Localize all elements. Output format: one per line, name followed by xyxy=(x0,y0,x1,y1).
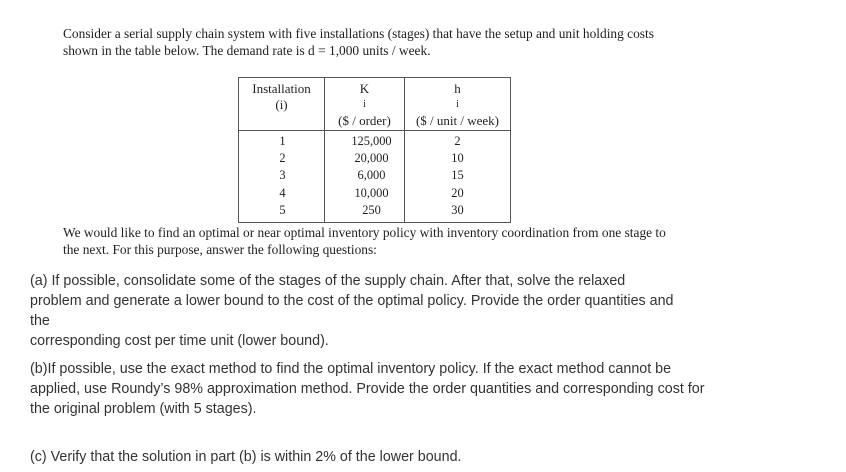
table-cell: 15 xyxy=(451,168,464,183)
table-cell: 20 xyxy=(451,185,464,200)
holding-symbol: h xyxy=(454,81,461,96)
question-c-line: (c) Verify that the solution in part (b) is within 2% of the lower bound. xyxy=(30,449,462,465)
table-body-row xyxy=(239,131,511,223)
header-installation xyxy=(239,78,325,131)
table-cell: 4 xyxy=(279,185,286,200)
header-holding-unit: ($ / unit / week) xyxy=(415,113,500,128)
question-c xyxy=(30,447,790,467)
table-cell: 5 xyxy=(279,202,286,217)
question-a-line-4: corresponding cost per time unit (lower bound). xyxy=(30,333,329,349)
table-cell: 2 xyxy=(454,134,461,148)
setup-symbol: K xyxy=(359,81,370,96)
para2-line-1: We would like to find an optimal or near optimal inventory policy with inventory coordination from one stage to xyxy=(63,225,666,240)
header-setup-cost xyxy=(325,78,405,131)
setup-cost-column xyxy=(325,131,405,223)
question-a-line-1: (a) If possible, consolidate some of the stages of the supply chain. After that, solve the relaxed xyxy=(30,273,626,289)
question-b xyxy=(30,359,790,419)
table-cell: 2 xyxy=(279,151,286,166)
installation-column xyxy=(239,131,325,223)
header-installation-label: Installation xyxy=(252,81,311,96)
holding-index: i xyxy=(456,99,459,110)
question-a-line-2: problem and generate a lower bound to the cost of the optimal policy. Provide the order quantities and xyxy=(30,293,674,309)
table-header-row xyxy=(239,78,511,131)
intro-line-2: shown in the table below. The demand rate is d = 1,000 units / week. xyxy=(63,43,431,58)
question-b-line-3: the original problem (with 5 stages). xyxy=(30,401,257,417)
table-cell: 1 xyxy=(279,134,286,148)
para2-line-2: the next. For this purpose, answer the following questions: xyxy=(63,242,377,257)
cost-table xyxy=(238,77,511,223)
question-b-line-2: applied, use Roundy’s 98% approximation method. Provide the order quantities and corresponding cost for xyxy=(30,381,705,397)
header-holding-symbol xyxy=(405,81,510,113)
intro-paragraph xyxy=(63,25,763,59)
header-holding-cost xyxy=(405,78,511,131)
table-cell: 125,000 xyxy=(351,134,392,148)
table-cell: 20,000 xyxy=(354,151,389,166)
intro-line-1: Consider a serial supply chain system with five installations (stages) that have the setup and unit holding costs xyxy=(63,26,654,41)
table-cell: 250 xyxy=(362,202,381,217)
table-cell: 6,000 xyxy=(357,168,386,183)
table-cell: 30 xyxy=(451,202,464,217)
table-cell: 10,000 xyxy=(354,185,389,200)
header-setup-symbol xyxy=(325,81,404,113)
question-a xyxy=(30,271,790,351)
holding-cost-column xyxy=(405,131,511,223)
table-cell: 10 xyxy=(451,151,464,166)
setup-index: i xyxy=(363,99,366,110)
question-b-line-1: (b)If possible, use the exact method to find the optimal inventory policy. If the exact method cannot be xyxy=(30,361,672,377)
header-setup-unit: ($ / order) xyxy=(338,113,391,128)
table-cell: 3 xyxy=(279,168,286,183)
header-installation-sub: (i) xyxy=(275,97,288,112)
question-a-line-3: the xyxy=(30,313,50,329)
coordination-paragraph xyxy=(63,224,793,258)
